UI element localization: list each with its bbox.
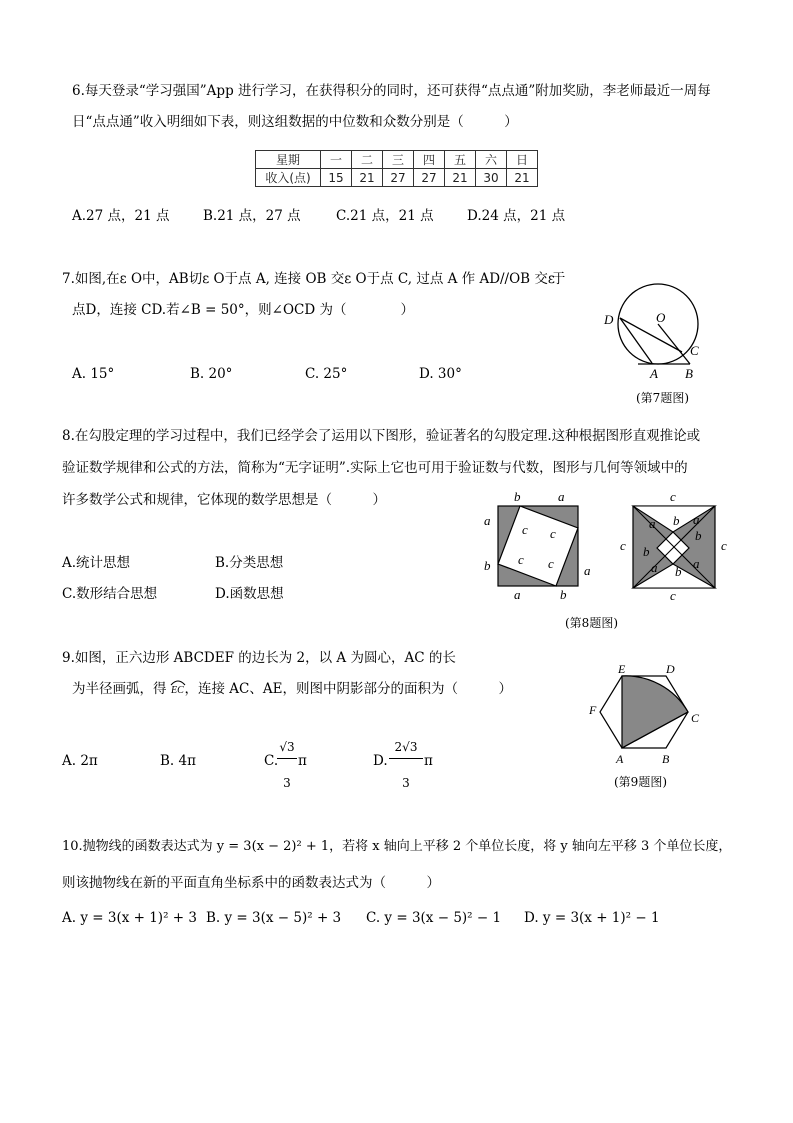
q9-option-c-pi: π [298,753,307,769]
q9-shaded-sector [622,676,688,748]
q8-stem-line1: 8.在勾股定理的学习过程中，我们已经学会了运用以下图形，验证著名的勾股定理.这种根据图形直观推论或 [62,428,701,444]
q6-option-c: C.21 点，21 点 [336,208,434,224]
q7-line-da [620,318,652,363]
table-cell: 27 [383,169,414,187]
q9-stem-line2 [72,680,512,698]
svg-text:b: b [514,489,521,504]
q8-option-a: A.统计思想 [62,555,131,571]
q9-label-d: D [666,662,675,676]
svg-text:b: b [695,528,702,543]
table-cell: 六 [476,151,507,169]
table-cell: 三 [383,151,414,169]
q7-label-d: D [604,312,614,327]
table-cell: 四 [414,151,445,169]
fraction-bar [389,758,423,759]
q6-option-b: B.21 点，27 点 [203,208,301,224]
q9-label-e: E [618,662,626,676]
svg-text:c: c [518,552,524,567]
q8-option-c: C.数形结合思想 [62,586,158,602]
q10-option-c: C. y = 3(x − 5)² − 1 [366,910,502,926]
svg-text:c: c [548,556,554,571]
q9-label-a: A [616,752,624,766]
svg-text:c: c [522,522,528,537]
q9-option-c-numer: √3 [279,740,295,754]
table-cell: 21 [507,169,538,187]
q9-label-b: B [662,752,670,766]
q9-option-d-numer: 2√3 [394,740,418,754]
q7-label-o: O [656,310,666,325]
q10-stem-line1: 10.抛物线的函数表达式为 y = 3(x − 2)² + 1，若将 x 轴向上平移 2 个单位长度，将 y 轴向左平移 3 个单位长度， [62,839,732,854]
q10-stem-line2: 则该抛物线在新的平面直角坐标系中的函数表达式为（ ） [62,875,440,891]
q7-label-b: B [685,366,693,381]
q9-label-f: F [589,703,597,717]
q7-option-c: C. 25° [305,366,348,382]
table-cell: 21 [352,169,383,187]
svg-text:b: b [484,558,491,573]
q7-line-dc [620,318,682,352]
q7-option-d: D. 30° [419,366,462,382]
q7-option-a: A. 15° [72,366,115,382]
table-cell: 15 [321,169,352,187]
q7-line-ob [658,324,690,364]
svg-text:EC: EC [171,685,184,695]
q8-stem-line3: 许多数学公式和规律，它体现的数学思想是（ ） [62,492,386,508]
svg-text:c: c [550,526,556,541]
q7-stem-text: 7.如图,在ε O中，AB切ε O于点 A, 连接 OB 交ε O于点 C, 过点 A 作 AD//OB 交ε [62,271,555,287]
svg-text:b: b [675,564,682,579]
q9-label-c: C [691,711,700,725]
q9-option-c-denom: 3 [283,776,291,790]
arc-ec-icon [168,675,188,695]
svg-text:a: a [693,556,700,571]
svg-text:a: a [584,563,591,578]
table-header-row [256,151,538,169]
q6-stem-line1: 6.每天登录“学习强国”App 进行学习，在获得积分的同时，还可获得“点点通”附加奖励，李老师最近一周每 [72,83,711,99]
q10-option-a: A. y = 3(x + 1)² + 3 [62,910,197,926]
svg-text:a: a [693,512,700,527]
q9-stem-text-b: ，连接 AC、AE，则图中阴影部分的面积为（ ） [184,681,512,697]
q6-option-d: D.24 点，21 点 [467,208,566,224]
table-cell: 星期 [256,151,321,169]
q7-stem-line1: 7.如图,在ε O中，AB切ε O于点 A, 连接 OB 交ε O于点 C, 过点 A 作 AD//OB 交ε于 [62,271,566,287]
q9-stem-text-a: 为半径画弧，得 [72,681,167,697]
income-table [255,150,538,187]
q9-caption: (第9题图) [614,775,667,789]
table-cell: 27 [414,169,445,187]
svg-text:a: a [651,560,658,575]
q7-figure [598,282,708,382]
q6-stem-line2: 日“点点通”收入明细如下表，则这组数据的中位数和众数分别是（ ） [72,114,518,130]
q9-stem-line1: 9.如图，正六边形 ABCDEF 的边长为 2，以 A 为圆心，AC 的长 [62,650,456,666]
q8-figure-right [615,488,740,603]
q10-option-b: B. y = 3(x − 5)² + 3 [206,910,342,926]
svg-text:c: c [670,588,676,603]
svg-text:a: a [558,489,565,504]
q8-stem-line2: 验证数学规律和公式的方法，简称为“无字证明”.实际上它也可用于验证数与代数，图形与几何等领域中的 [62,460,688,476]
q7-option-b: B. 20° [190,366,233,382]
table-cell: 21 [445,169,476,187]
q9-option-d-label: D. [373,753,388,769]
svg-text:c: c [620,538,626,553]
q9-option-d-denom: 3 [402,776,410,790]
svg-text:a: a [649,516,656,531]
q7-caption: (第7题图) [636,391,689,405]
q9-option-c-label: C. [264,753,279,769]
table-cell: 二 [352,151,383,169]
table-cell: 五 [445,151,476,169]
q7-label-c: C [690,343,699,358]
q6-option-a: A.27 点，21 点 [72,208,170,224]
svg-text:c: c [721,538,727,553]
q8-caption: (第8题图) [565,616,618,630]
q8-figure-left [478,488,598,603]
svg-text:b: b [673,513,680,528]
q10-option-d: D. y = 3(x + 1)² − 1 [524,910,660,926]
table-cell: 收入(点) [256,169,321,187]
q9-figure [588,660,708,770]
svg-text:a: a [514,587,521,602]
table-cell: 日 [507,151,538,169]
svg-text:c: c [670,489,676,504]
q9-option-d-pi: π [424,753,433,769]
q8-option-b: B.分类思想 [215,555,284,571]
fraction-bar [277,758,297,759]
table-cell: 一 [321,151,352,169]
svg-text:b: b [560,587,567,602]
q7-stem-line2: 点D，连接 CD.若∠B = 50°，则∠OCD 为（ ） [72,302,414,318]
svg-text:a: a [484,513,491,528]
svg-text:b: b [643,544,650,559]
q8-option-d: D.函数思想 [215,586,284,602]
table-cell: 30 [476,169,507,187]
q7-label-a: A [650,366,658,381]
q9-option-b: B. 4π [160,753,196,769]
q9-option-a: A. 2π [62,753,98,769]
table-row [256,169,538,187]
